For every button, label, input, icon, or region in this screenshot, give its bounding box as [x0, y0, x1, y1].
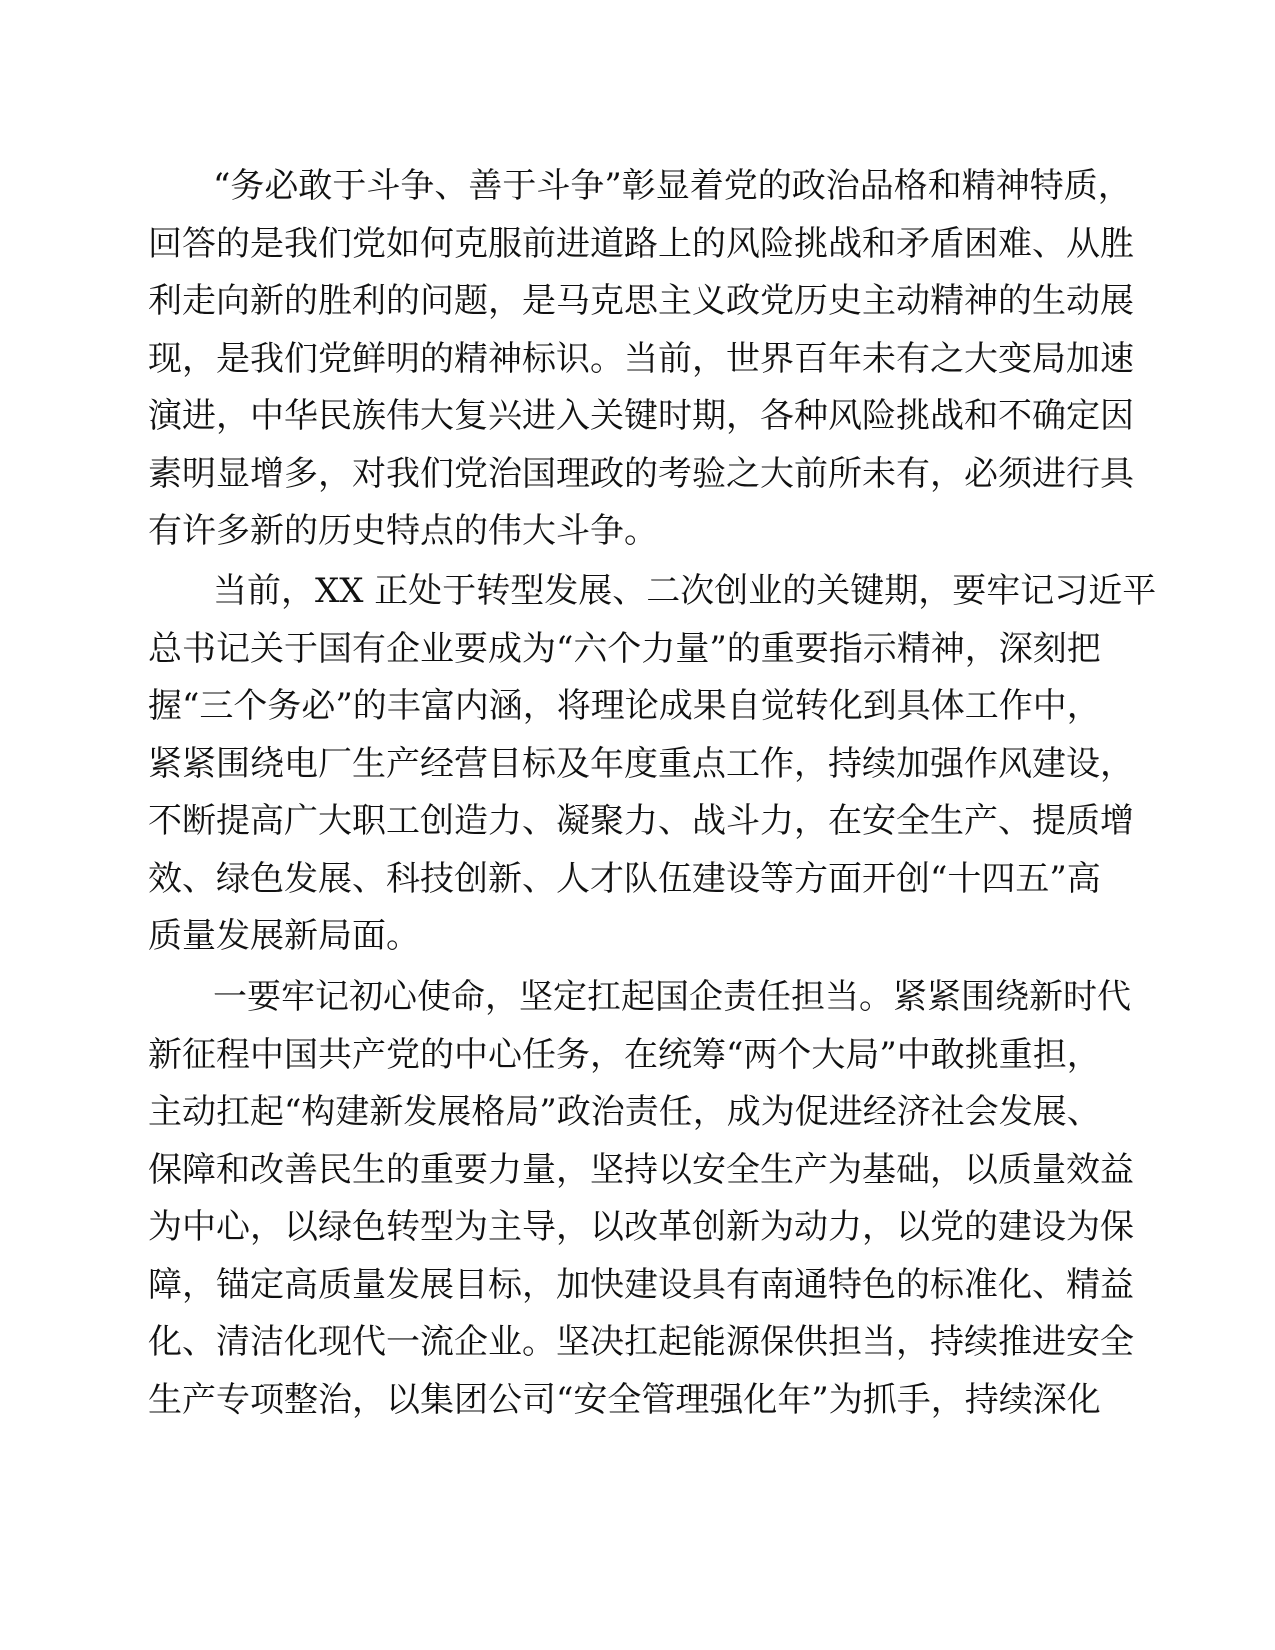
- text-line: 利走向新的胜利的问题，是马克思主义政党历史主动精神的生动展: [148, 281, 1134, 321]
- paragraph-3: [148, 969, 1134, 1429]
- text-line: 当前，XX 正处于转型发展、二次创业的关键期，要牢记习近平: [213, 571, 1157, 611]
- text-line: 质量发展新局面。: [148, 916, 420, 956]
- text-line: 障，锚定高质量发展目标，加快建设具有南通特色的标准化、精益: [148, 1264, 1134, 1305]
- text-line: 现，是我们党鲜明的精神标识。当前，世界百年未有之大变局加速: [148, 338, 1134, 379]
- paragraph-2: [148, 563, 1157, 966]
- text-line: 主动扛起“构建新发展格局”政治责任，成为促进经济社会发展、: [148, 1092, 1101, 1132]
- text-line: 紧紧围绕电厂生产经营目标及年度重点工作，持续加强作风建设，: [148, 743, 1134, 784]
- text-line: 握“三个务必”的丰富内涵，将理论成果自觉转化到具体工作中，: [148, 686, 1101, 726]
- paragraph-1: [148, 158, 1134, 561]
- text-line: 保障和改善民生的重要力量，坚持以安全生产为基础，以质量效益: [148, 1149, 1134, 1190]
- text-line: 总书记关于国有企业要成为“六个力量”的重要指示精神，深刻把: [148, 628, 1101, 669]
- text-line: “务必敢于斗争、善于斗争”彰显着党的政治品格和精神特质，: [213, 166, 1132, 206]
- text-line: 为中心，以绿色转型为主导，以改革创新为动力，以党的建设为保: [148, 1207, 1134, 1247]
- text-line: 一要牢记初心使命，坚定扛起国企责任担当。紧紧围绕新时代: [213, 977, 1131, 1017]
- text-line: 有许多新的历史特点的伟大斗争。: [148, 511, 658, 551]
- text-line: 新征程中国共产党的中心任务，在统筹“两个大局”中敢挑重担，: [148, 1034, 1101, 1075]
- text-line: 化、清洁化现代一流企业。坚决扛起能源保供担当，持续推进安全: [148, 1322, 1134, 1362]
- text-line: 回答的是我们党如何克服前进道路上的风险挑战和矛盾困难、从胜: [148, 223, 1134, 264]
- text-line: 效、绿色发展、科技创新、人才队伍建设等方面开创“十四五”高: [148, 858, 1101, 899]
- text-line: 生产专项整治，以集团公司“安全管理强化年”为抓手，持续深化: [148, 1379, 1101, 1420]
- text-line: 演进，中华民族伟大复兴进入关键时期，各种风险挑战和不确定因: [148, 396, 1134, 436]
- text-line: 素明显增多，对我们党治国理政的考验之大前所未有，必须进行具: [148, 453, 1134, 494]
- text-line: 不断提高广大职工创造力、凝聚力、战斗力，在安全生产、提质增: [148, 801, 1134, 841]
